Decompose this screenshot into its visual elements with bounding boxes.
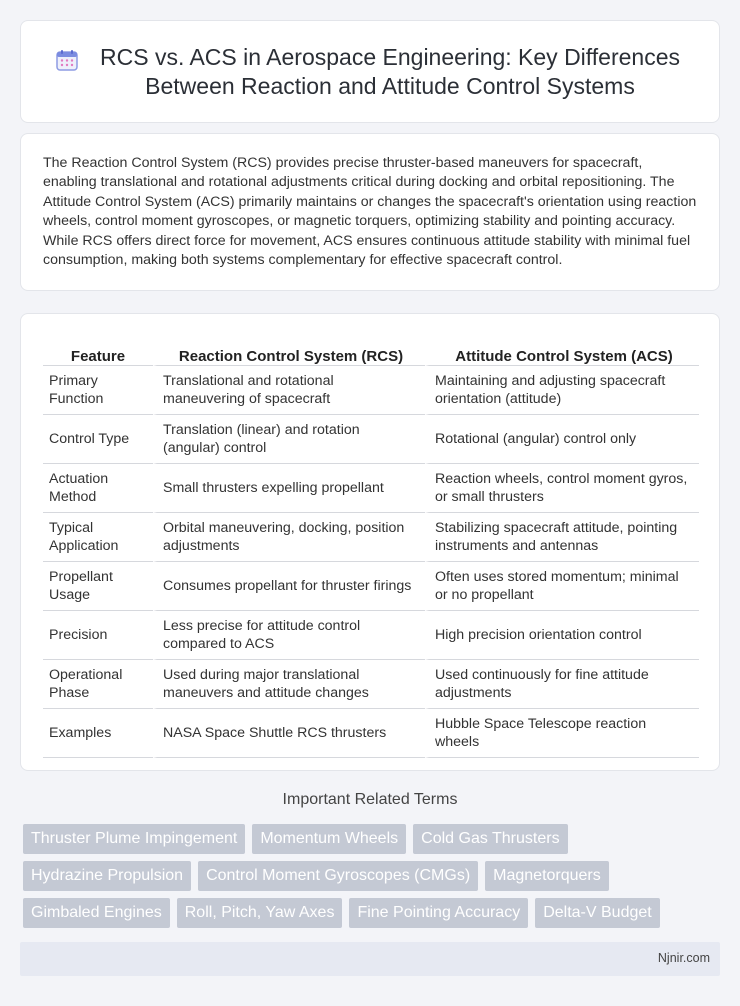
related-term-tag[interactable]: Cold Gas Thrusters [413,824,567,854]
feature-cell: Operational Phase [43,660,153,709]
related-term-tag[interactable]: Control Moment Gyroscopes (CMGs) [198,861,478,891]
related-term-tag[interactable]: Fine Pointing Accuracy [349,898,528,928]
table-row [43,366,699,415]
related-term-tag[interactable]: Magnetorquers [485,861,609,891]
acs-cell: Reaction wheels, control moment gyros, or small thrusters [425,464,699,513]
rcs-cell: Translational and rotational maneuvering of spacecraft [153,366,425,415]
rcs-cell: NASA Space Shuttle RCS thrusters [153,709,425,758]
rcs-cell: Orbital maneuvering, docking, position adjustments [153,513,425,562]
table-row [43,709,699,758]
acs-cell: Hubble Space Telescope reaction wheels [425,709,699,758]
feature-cell: Examples [43,709,153,758]
acs-cell: Often uses stored momentum; minimal or no propellant [425,562,699,611]
table-row [43,562,699,611]
comparison-table [43,334,699,758]
acs-cell: Used continuously for fine attitude adjustments [425,660,699,709]
footer-site-link[interactable]: Njnir.com [657,951,710,965]
header-feature: Feature [43,334,153,366]
intro-paragraph: The Reaction Control System (RCS) provides precise thruster-based maneuvers for spacecraft, enabling translational and rotational adjustments critical during docking and orbital repositioning. The Attitude Control System (ACS) primarily maintains or changes the spacecraft's orientation using reaction wheels, control moment gyroscopes, or magnetic torquers, optimizing stability and pointing accuracy. While RCS offers direct force for movement, ACS ensures continuous attitude stability with minimal fuel consumption, making both systems complementary for effective spacecraft control. [43,155,697,269]
footer [20,942,720,976]
table-row [43,415,699,464]
related-term-tag[interactable]: Gimbaled Engines [23,898,170,928]
page-title: RCS vs. ACS in Aerospace Engineering: Key Differences Between Reaction and Attitude Control Systems [100,44,680,99]
rcs-cell: Small thrusters expelling propellant [153,464,425,513]
feature-cell: Primary Function [43,366,153,415]
intro-card [20,133,720,291]
related-term-tag[interactable]: Roll, Pitch, Yaw Axes [177,898,343,928]
acs-cell: Maintaining and adjusting spacecraft orientation (attitude) [425,366,699,415]
header-card [20,20,720,123]
table-row [43,464,699,513]
rcs-cell: Used during major translational maneuvers and attitude changes [153,660,425,709]
feature-cell: Propellant Usage [43,562,153,611]
feature-cell: Actuation Method [43,464,153,513]
rcs-cell: Consumes propellant for thruster firings [153,562,425,611]
acs-cell: Stabilizing spacecraft attitude, pointing instruments and antennas [425,513,699,562]
table-row [43,513,699,562]
rcs-cell: Translation (linear) and rotation (angular) control [153,415,425,464]
header-acs: Attitude Control System (ACS) [425,334,699,366]
related-terms-list [23,824,723,928]
header-rcs: Reaction Control System (RCS) [153,334,425,366]
related-terms-title: Important Related Terms [282,791,458,808]
related-term-tag[interactable]: Momentum Wheels [252,824,406,854]
table-row [43,660,699,709]
feature-cell: Control Type [43,415,153,464]
related-term-tag[interactable]: Hydrazine Propulsion [23,861,191,891]
related-term-tag[interactable]: Thruster Plume Impingement [23,824,245,854]
table-header-row [43,334,699,366]
feature-cell: Typical Application [43,513,153,562]
table-row [43,611,699,660]
acs-cell: Rotational (angular) control only [425,415,699,464]
acs-cell: High precision orientation control [425,611,699,660]
feature-cell: Precision [43,611,153,660]
rcs-cell: Less precise for attitude control compared to ACS [153,611,425,660]
related-term-tag[interactable]: Delta-V Budget [535,898,660,928]
comparison-table-card [20,313,720,771]
